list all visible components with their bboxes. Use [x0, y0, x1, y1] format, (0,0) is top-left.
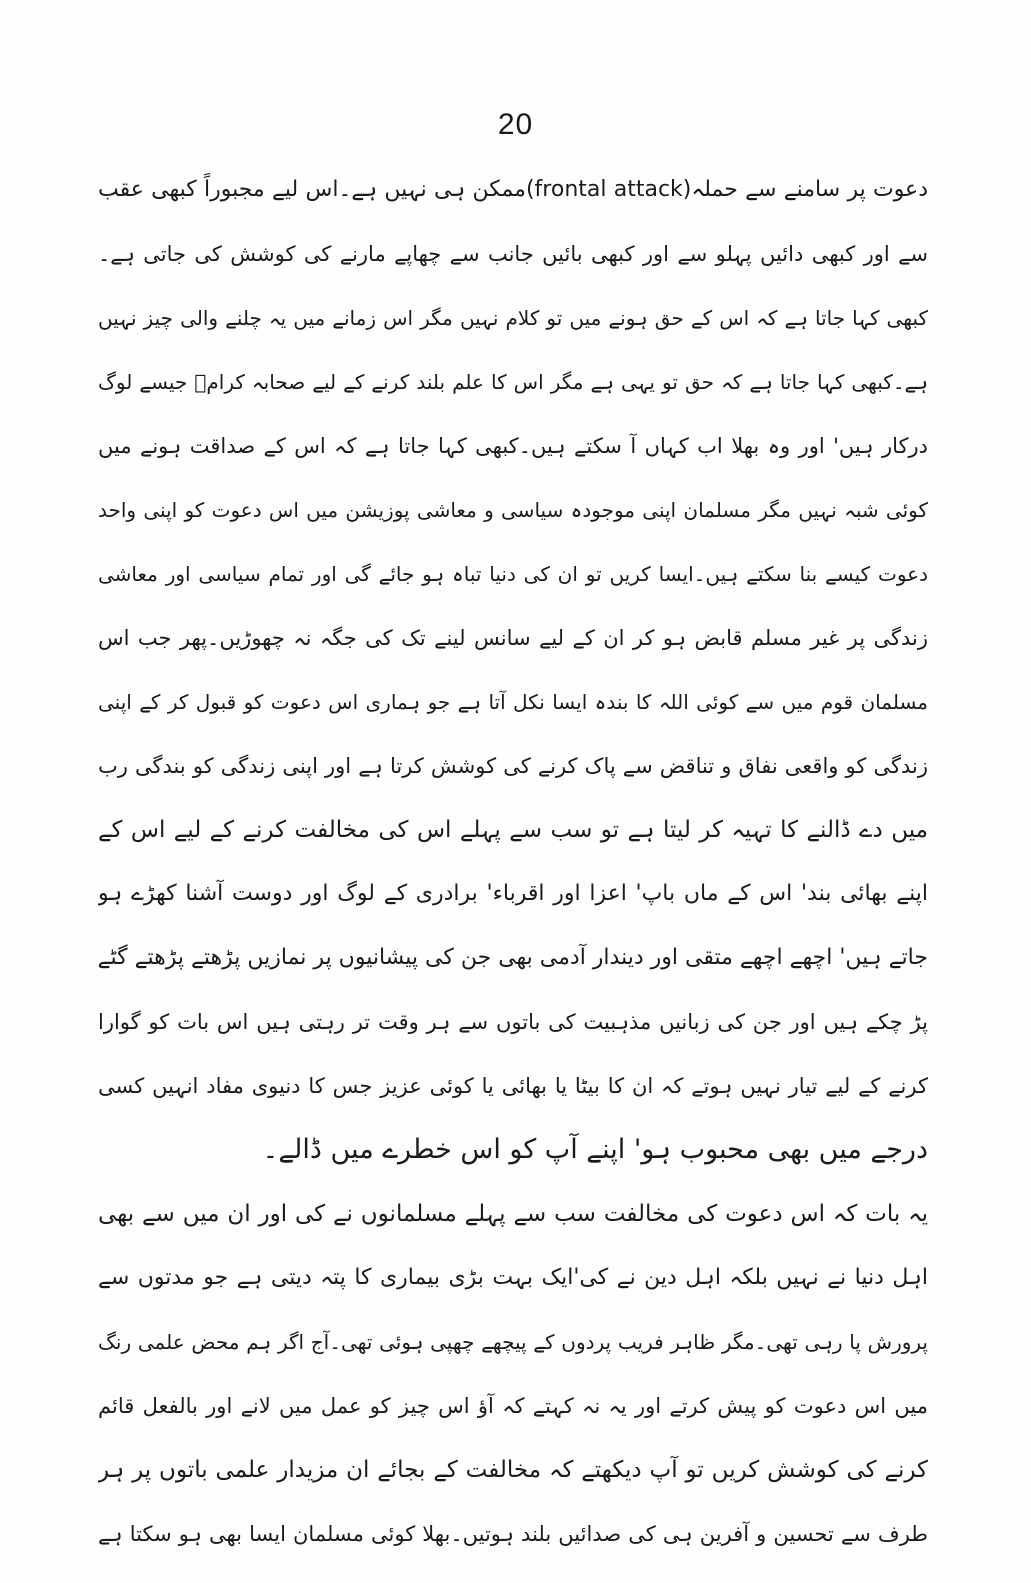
text-line: پڑ چکے ہیں اور جن کی زبانیں مذہبیت کی باتوں سے ہر وقت تر رہتی ہیں اس بات کو گوارا: [98, 1010, 928, 1034]
text-line: مسلمان قوم میں سے کوئی اللہ کا بندہ ایسا نکل آتا ہے جو ہماری اس دعوت کو قبول کر کے اپنی: [98, 690, 928, 714]
text-line: دعوت پر سامنے سے حملہ(frontal attack)ممکن ہی نہیں ہے۔اس لیے مجبوراً کبھی عقب: [98, 177, 928, 202]
text-line: میں دے ڈالنے کا تہیہ کر لیتا ہے تو سب سے پہلے اس کی مخالفت کرنے کے لیے اس کے: [98, 817, 928, 843]
text-line: کبھی کہا جاتا ہے کہ اس کے حق ہونے میں تو کلام نہیں مگر اس زمانے میں یہ چلنے والی چیز نہیں: [98, 306, 928, 330]
text-line: طرف سے تحسین و آفرین ہی کی صدائیں بلند ہوتیں۔بھلا کوئی مسلمان ایسا بھی ہو سکتا ہے: [98, 1522, 928, 1546]
text-line: سے اور کبھی دائیں پہلو سے اور کبھی بائیں جانب سے چھاپے مارنے کی کوشش کی جاتی ہے۔: [98, 242, 928, 266]
text-line: اپنے بھائی بند' اس کے ماں باپ' اعزا اور اقرباء' برادری کے لوگ اور دوست آشنا کھڑے ہو: [98, 881, 928, 906]
text-line: جاتے ہیں' اچھے اچھے متقی اور دیندار آدمی بھی جن کی پیشانیوں پر نمازیں پڑھتے پڑھتے گٹے: [98, 945, 928, 970]
text-line: کرنے کی کوشش کریں تو آپ دیکھتے کہ مخالفت کے بجائے ان مزیدار علمی باتوں پر ہر: [98, 1457, 928, 1483]
page-number: 20: [497, 108, 534, 141]
text-line: یہ بات کہ اس دعوت کی مخالفت سب سے پہلے مسلمانوں نے کی اور ان میں سے بھی: [98, 1201, 928, 1227]
text-line: درجے میں بھی محبوب ہو' اپنے آپ کو اس خطرے میں ڈالے۔: [262, 1134, 928, 1165]
body-text: [98, 158, 928, 1566]
text-line: کرنے کے لیے تیار نہیں ہوتے کہ ان کا بیٹا یا بھائی یا کوئی عزیز جس کا دنیوی مفاد انہیں کسی: [98, 1074, 928, 1098]
text-line: میں اس دعوت کو پیش کرتے اور یہ نہ کہتے کہ آؤ اس چیز کو عمل میں لانے اور بالفعل قائم: [98, 1394, 928, 1418]
text-line: دعوت کیسے بنا سکتے ہیں۔ایسا کریں تو ان کی دنیا تباہ ہو جائے گی اور تمام سیاسی اور معاشی: [98, 562, 928, 586]
text-line: درکار ہیں' اور وہ بھلا اب کہاں آ سکتے ہیں۔کبھی کہا جاتا ہے کہ اس کے صداقت ہونے میں: [98, 434, 928, 458]
text-line: زندگی کو واقعی نفاق و تناقض سے پاک کرنے کی کوشش کرتا ہے اور اپنی زندگی کو بندگی رب: [98, 754, 928, 778]
text-line: کوئی شبہ نہیں مگر مسلمان اپنی موجودہ سیاسی و معاشی پوزیشن میں اس دعوت کو اپنی واحد: [98, 498, 928, 522]
text-line: ہے۔کبھی کہا جاتا ہے کہ حق تو یہی ہے مگر اس کا علم بلند کرنے کے لیے صحابہ کرامؓ جیسے لوگ: [98, 370, 928, 394]
text-line: پرورش پا رہی تھی۔مگر ظاہر فریب پردوں کے پیچھے چھپی ہوئی تھی۔آج اگر ہم محض علمی رنگ: [98, 1330, 928, 1354]
text-line: زندگی پر غیر مسلم قابض ہو کر ان کے لیے سانس لینے تک کی جگہ نہ چھوڑیں۔پھر جب اس: [98, 626, 928, 650]
text-line: اہل دنیا نے نہیں بلکہ اہل دین نے کی'ایک بہت بڑی بیماری کا پتہ دیتی ہے جو مدتوں سے: [98, 1265, 928, 1290]
